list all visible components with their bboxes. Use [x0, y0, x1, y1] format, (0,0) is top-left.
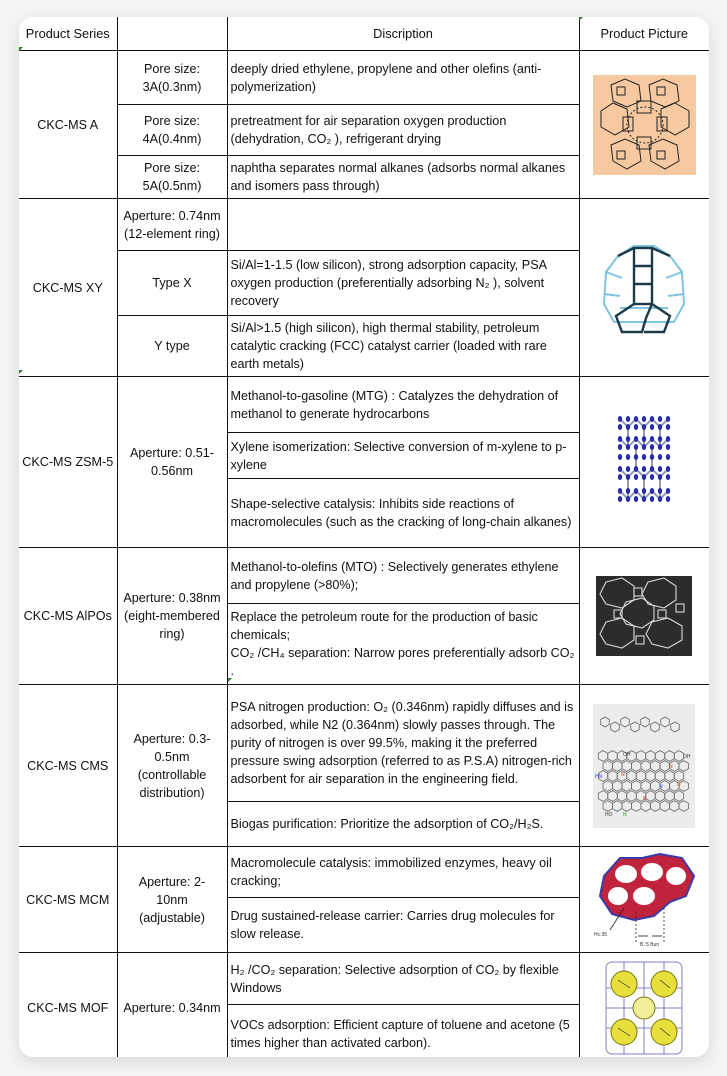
zeolite-a-framework-image — [593, 75, 696, 175]
series-cell: CKC-MS CMS — [19, 685, 117, 847]
atom-dot — [634, 454, 638, 460]
atom-dot — [618, 416, 622, 422]
svg-text:OH: OH — [683, 753, 691, 760]
atom-dot — [658, 474, 662, 480]
atom-dot — [666, 424, 670, 430]
svg-text:N: N — [643, 795, 647, 802]
cell-marker — [228, 678, 232, 682]
atom-dot — [618, 436, 622, 442]
table-row — [19, 199, 709, 251]
atom-dot — [642, 454, 646, 460]
atom-dot — [658, 488, 662, 494]
faujasite-cage-image — [598, 238, 690, 338]
atom-dot — [618, 488, 622, 494]
atom-dot — [634, 496, 638, 502]
atom-dot — [642, 474, 646, 480]
atom-dot — [618, 424, 622, 430]
cell-marker — [579, 17, 583, 21]
atom-dot — [650, 424, 654, 430]
mcm-left-label: Hc:35 — [594, 931, 608, 938]
atom-dot — [634, 444, 638, 450]
description-line: Replace the petroleum route for the production of basic chemicals; — [230, 610, 538, 642]
atom-dot — [666, 416, 670, 422]
svg-text:N: N — [623, 811, 627, 818]
mof-cage-image — [602, 958, 686, 1057]
atom-dot — [658, 416, 662, 422]
header-row — [19, 17, 709, 51]
zsm5-structure-image — [614, 409, 674, 515]
series-cell: CKC-MS MOF — [19, 953, 117, 1058]
atom-dot — [650, 496, 654, 502]
product-picture-cell — [579, 377, 709, 548]
product-picture-cell — [579, 685, 709, 847]
spec-cell: Aperture: 0.74nm (12-element ring) — [117, 199, 227, 251]
description-cell: H₂ /CO₂ separation: Selective adsorption of CO₂ by flexible Windows — [227, 953, 579, 1005]
description-cell — [227, 199, 579, 251]
product-table-card — [19, 17, 709, 1057]
atom-dot — [666, 444, 670, 450]
description-cell: Macromolecule catalysis: immobilized enzymes, heavy oil cracking; — [227, 847, 579, 898]
series-cell: CKC-MS XY — [19, 199, 117, 377]
atom-dot — [658, 436, 662, 442]
atom-dot — [658, 424, 662, 430]
product-picture-cell — [579, 548, 709, 685]
atom-dot — [666, 474, 670, 480]
cell-marker — [19, 370, 23, 374]
table-row — [19, 377, 709, 433]
svg-text:N: N — [677, 781, 681, 788]
svg-text:N: N — [659, 783, 663, 790]
atom-dot — [626, 488, 630, 494]
atom-dot — [666, 466, 670, 472]
series-cell: CKC-MS A — [19, 51, 117, 199]
atom-dot — [618, 454, 622, 460]
description-cell: naphtha separates normal alkanes (adsorbs normal alkanes and isomers pass through) — [227, 156, 579, 199]
series-cell: CKC-MS AlPOs — [19, 548, 117, 685]
spec-cell: Aperture: 0.34nm — [117, 953, 227, 1058]
atom-dot — [666, 436, 670, 442]
description-cell — [227, 604, 579, 685]
table-row — [19, 51, 709, 105]
description-cell: Methanol-to-gasoline (MTG) : Catalyzes the dehydration of methanol to generate hydrocarbons — [227, 377, 579, 433]
atom-dot — [618, 466, 622, 472]
atom-dot — [634, 424, 638, 430]
atom-dot — [634, 416, 638, 422]
atom-dot — [642, 436, 646, 442]
description-cell: Methanol-to-olefins (MTO) : Selectively generates ethylene and propylene (>80%); — [227, 548, 579, 604]
spec-cell: Aperture: 0.38nm (eight-membered ring) — [117, 548, 227, 685]
atom-dot — [642, 424, 646, 430]
atom-dot — [666, 488, 670, 494]
atom-dot — [642, 444, 646, 450]
header-product-series: Product Series — [19, 17, 117, 51]
spec-cell: Aperture: 2-10nm (adjustable) — [117, 847, 227, 953]
product-picture-cell — [579, 199, 709, 377]
spec-cell: Pore size: 5A(0.5nm) — [117, 156, 227, 199]
atom-dot — [642, 496, 646, 502]
description-line: CO₂ /CH₄ separation: Narrow pores preferentially adsorb CO₂ . — [230, 646, 575, 678]
atom-dot — [658, 444, 662, 450]
atom-dot — [626, 424, 630, 430]
description-cell: Shape-selective catalysis: Inhibits side reactions of macromolecules (such as the cracking of long-chain alkanes) — [227, 479, 579, 548]
atom-dot — [626, 454, 630, 460]
spec-cell: Aperture: 0.3-0.5nm (controllable distribution) — [117, 685, 227, 847]
atom-dot — [666, 454, 670, 460]
spec-cell: Type X — [117, 251, 227, 316]
svg-text:N: N — [669, 763, 673, 770]
atom-dot — [650, 436, 654, 442]
atom-dot — [626, 474, 630, 480]
table-row — [19, 685, 709, 802]
atom-dot — [626, 444, 630, 450]
atom-dot — [650, 416, 654, 422]
description-cell: VOCs adsorption: Efficient capture of toluene and acetone (5 times higher than activated carbon). — [227, 1005, 579, 1058]
atom-dot — [666, 496, 670, 502]
spec-cell: Pore size: 4A(0.4nm) — [117, 105, 227, 156]
description-cell: Si/Al>1.5 (high silicon), high thermal stability, petroleum catalytic cracking (FCC) catalyst carrier (loaded with rare earth metals) — [227, 316, 579, 377]
atom-dot — [634, 466, 638, 472]
alpo-framework-image — [596, 576, 692, 656]
header-description: Discription — [227, 17, 579, 51]
atom-dot — [634, 474, 638, 480]
atom-dot — [626, 466, 630, 472]
description-cell: deeply dried ethylene, propylene and other olefins (anti-polymerization) — [227, 51, 579, 105]
atom-dot — [618, 496, 622, 502]
atom-dot — [626, 496, 630, 502]
description-cell: Si/Al=1-1.5 (low silicon), strong adsorption capacity, PSA oxygen production (preferentially adsorbing N₂ ), solvent recovery — [227, 251, 579, 316]
product-table — [19, 17, 709, 1057]
table-row — [19, 953, 709, 1005]
table-row — [19, 847, 709, 898]
description-cell: Drug sustained-release carrier: Carries drug molecules for slow release. — [227, 898, 579, 953]
svg-text:N: N — [621, 771, 625, 778]
atom-dot — [650, 474, 654, 480]
atom-dot — [650, 488, 654, 494]
atom-dot — [650, 466, 654, 472]
atom-dot — [658, 466, 662, 472]
atom-dot — [642, 488, 646, 494]
series-cell: CKC-MS MCM — [19, 847, 117, 953]
description-cell: pretreatment for air separation oxygen production (dehydration, CO₂ ), refrigerant drying — [227, 105, 579, 156]
atom-dot — [642, 466, 646, 472]
atom-dot — [626, 416, 630, 422]
product-picture-cell — [579, 847, 709, 953]
atom-dot — [634, 488, 638, 494]
series-cell: CKC-MS ZSM-5 — [19, 377, 117, 548]
spec-cell: Aperture: 0.51-0.56nm — [117, 377, 227, 548]
atom-dot — [658, 496, 662, 502]
atom-dot — [658, 454, 662, 460]
description-cell: Biogas purification: Prioritize the adsorption of CO₂/H₂S. — [227, 802, 579, 847]
description-cell: PSA nitrogen production: O₂ (0.346nm) rapidly diffuses and is adsorbed, while N2 (0.364nm) slowly passes through. The purity of nitrogen is over 99.5%, making it the preferred pressure swing adsorption (referred to as P.S.A) nitrogen-rich adsorbent for air separation in the engineering field. — [227, 685, 579, 802]
atom-dot — [642, 416, 646, 422]
header-spec — [117, 17, 227, 51]
table-row — [19, 548, 709, 604]
mcm-right-label: B.:5 Bun — [640, 941, 660, 948]
svg-text:HN: HN — [595, 773, 603, 780]
cell-marker — [19, 47, 23, 51]
svg-text:HO: HO — [605, 811, 613, 818]
mcm-mesoporous-image — [590, 850, 698, 950]
header-product-picture: Product Picture — [579, 17, 709, 51]
atom-dot — [634, 436, 638, 442]
svg-text:OH: OH — [623, 751, 631, 758]
atom-dot — [650, 454, 654, 460]
product-picture-cell — [579, 51, 709, 199]
carbon-molecular-sieve-image — [593, 704, 695, 828]
spec-cell: Y type — [117, 316, 227, 377]
atom-dot — [618, 474, 622, 480]
product-picture-cell — [579, 953, 709, 1058]
atom-dot — [618, 444, 622, 450]
atom-dot — [650, 444, 654, 450]
spec-cell: Pore size: 3A(0.3nm) — [117, 51, 227, 105]
description-cell: Xylene isomerization: Selective conversion of m-xylene to p-xylene — [227, 433, 579, 479]
atom-dot — [626, 436, 630, 442]
